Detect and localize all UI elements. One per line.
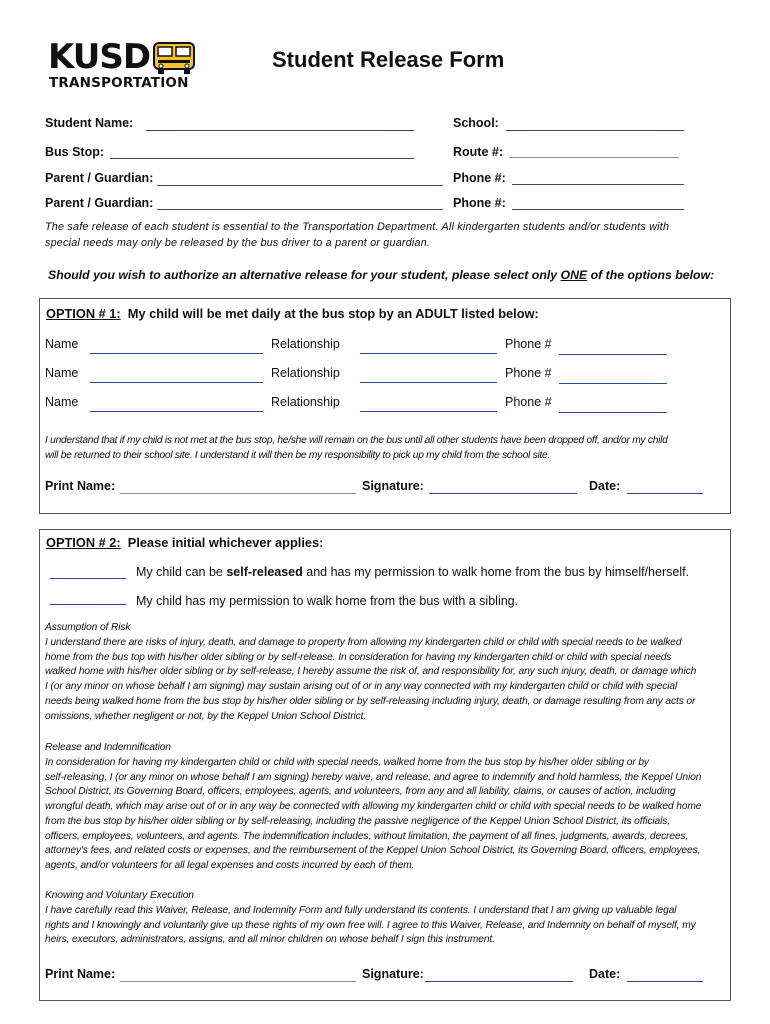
bus-stop-label: Bus Stop: [45, 145, 105, 159]
adult-1-relationship-field[interactable] [360, 353, 497, 354]
adult-1-name-field[interactable] [90, 353, 263, 354]
option-2-print-name-label: Print Name: [45, 967, 116, 981]
option-1-date-field[interactable] [627, 493, 703, 494]
option-1-statement-1: I understand that if my child is not met at the bus stop, he/she will remain on the bus until all other students have been dropped off, and/or my child [45, 435, 668, 446]
phone-label: Phone # [505, 337, 552, 351]
sibling-option: My child has my permission to walk home from the bus with a sibling. [136, 594, 519, 608]
choice-1-pre: My child can be [136, 565, 227, 579]
phone2-field[interactable] [512, 209, 684, 210]
option-1-label: OPTION # 1: [46, 306, 121, 321]
release-line: attorney's fees, and related costs or expenses, and the reimbursement of the Keppel Union School District, its Governing Board, officers, employees, [45, 845, 701, 857]
assumption-line: omissions, whether negligent or not, by the Keppel Union School District. [45, 710, 367, 722]
knowing-line: I have carefully read this Waiver, Release, and Indemnity Form and fully understand its contents. I understand that I am giving up valuable legal [45, 905, 677, 916]
knowing-heading: Knowing and Voluntary Execution [45, 890, 194, 901]
route-label: Route #: [453, 145, 503, 159]
adult-3-phone-field[interactable] [559, 412, 667, 413]
release-line: wrongful death, which may arise out of or in any way be connected with allowing my kindergarten child or child with special needs to be walked home [45, 801, 702, 813]
assumption-heading: Assumption of Risk [45, 622, 131, 633]
adult-2-phone-field[interactable] [559, 383, 667, 384]
option-1-print-name-label: Print Name: [45, 479, 116, 493]
adult-2-relationship-field[interactable] [360, 382, 497, 383]
release-heading: Release and Indemnification [45, 742, 171, 753]
option-2-date-field[interactable] [627, 981, 703, 982]
sibling-initial-field[interactable] [50, 604, 126, 605]
phone2-label: Phone #: [453, 196, 506, 210]
relationship-label: Relationship [271, 395, 340, 409]
parent2-label: Parent / Guardian: [45, 196, 154, 210]
assumption-line: walked home with his/her older sibling or by self-release, I hereby assume the risk of, and responsibility for, any such injury, death, or damage which [45, 666, 697, 678]
knowing-line: heirs, executors, administrators, assigns, and all minor children on whose behalf I sign this instrument. [45, 934, 495, 946]
school-field[interactable] [506, 130, 684, 131]
release-line: agents, and/or volunteers for all legal expenses and costs incurred by each of them. [45, 859, 415, 871]
name-label: Name [45, 366, 79, 380]
school-bus-icon [152, 41, 196, 75]
student-name-label: Student Name: [45, 116, 134, 130]
knowing-paragraph [45, 904, 735, 948]
name-label: Name [45, 395, 79, 409]
option-2-date-label: Date: [589, 967, 621, 981]
option-1-text: My child will be met daily at the bus stop by an ADULT listed below: [120, 306, 539, 321]
adult-3-name-field[interactable] [90, 411, 263, 412]
adult-1-phone-field[interactable] [559, 354, 667, 355]
assumption-line: I (or any minor on whose behalf I am signing) may sustain arising out of or in any way connected with my kindergarten child or child with special [45, 681, 678, 693]
school-label: School: [453, 116, 499, 130]
adult-3-relationship-field[interactable] [360, 411, 497, 412]
option-1-signature-field[interactable] [429, 493, 577, 494]
assumption-line: needs being walked home from the bus stop by his/her older sibling or by self-releasing including injury, death, or damage resulting from any acts or [45, 695, 696, 707]
option-2-heading [46, 535, 323, 550]
relationship-label: Relationship [271, 337, 340, 351]
logo-word: KUSD [48, 37, 151, 77]
phone1-label: Phone #: [453, 171, 506, 185]
option-2-print-name-field[interactable] [120, 981, 356, 982]
release-line: officers, employees, volunteers, and agents. The indemnification includes, without limitation, the payment of all fines, judgments, awards, decrees, [45, 830, 689, 842]
authorize-instruction [48, 268, 714, 282]
phone-label: Phone # [505, 366, 552, 380]
parent1-field[interactable] [157, 185, 443, 186]
parent1-label: Parent / Guardian: [45, 171, 154, 185]
release-line: from the bus stop by his/her older sibling or by self-releasing, including the passive negligence of the Keppel Union School District, its officials, [45, 815, 670, 827]
authorize-text-pre: Should you wish to authorize an alternative release for your student, please select only [48, 268, 561, 282]
phone-label: Phone # [505, 395, 552, 409]
option-2-text: Please initial whichever applies: [120, 535, 324, 550]
option-2-label: OPTION # 2: [46, 535, 121, 550]
name-label: Name [45, 337, 79, 351]
assumption-line: I understand there are risks of injury, death, and damage to property from allowing my kindergarten child or child with special needs to be walked [45, 637, 682, 648]
phone1-field[interactable] [512, 184, 684, 185]
release-line: self-releasing, I (or any minor on whose behalf I am signing) hereby waive, and release, and agree to indemnify and hold harmless, the Keppel Union [45, 771, 702, 783]
student-name-field[interactable] [146, 130, 414, 131]
adult-2-name-field[interactable] [90, 382, 263, 383]
self-release-option [136, 565, 689, 579]
choice-1-post: and has my permission to walk home from the bus by himself/herself. [302, 565, 690, 579]
route-field[interactable] [509, 157, 679, 158]
release-paragraph [45, 756, 735, 874]
option-2-signature-field[interactable] [425, 981, 573, 982]
bus-stop-field[interactable] [110, 158, 414, 159]
release-line: In consideration for having my kindergarten child or child with special needs, walked home from the bus stop by his/her older sibling or by [45, 757, 649, 768]
option-1-signature-label: Signature: [362, 479, 424, 493]
option-1-date-label: Date: [589, 479, 621, 493]
authorize-emphasis: ONE [560, 268, 588, 282]
knowing-line: rights and I knowingly and voluntarily give up these rights of my own free will. I agree to this Waiver, Release, and Indemnity on behalf of myself, my [45, 919, 696, 931]
page-title: Student Release Form [272, 47, 505, 72]
option-1-statement-2: will be returned to their school site. I understand it will then be my responsibility to pick up my child from the school site. [45, 450, 551, 461]
relationship-label: Relationship [271, 366, 340, 380]
option-1-heading [46, 306, 539, 321]
choice-1-bold: self-released [226, 565, 303, 579]
authorize-text-post: of the options below: [587, 268, 715, 282]
option-1-print-name-field[interactable] [120, 493, 356, 494]
assumption-line: home from the bus top with his/her older sibling or by self-release. In consideration for having my kindergarten child or child with special needs [45, 651, 672, 663]
release-line: School District, its Governing Board, officers, employees, agents, and volunteers, from any and all liability, claims, or causes of action, including [45, 786, 676, 798]
intro-line-2: special needs may only be released by the bus driver to a parent or guardian. [45, 237, 431, 249]
self-release-initial-field[interactable] [50, 578, 126, 579]
logo-subtitle: TRANSPORTATION [49, 75, 189, 91]
kusd-logo [48, 37, 198, 95]
assumption-paragraph [45, 636, 735, 724]
parent2-field[interactable] [157, 209, 443, 210]
option-2-signature-label: Signature: [362, 967, 424, 981]
intro-line-1: The safe release of each student is essential to the Transportation Department. All kindergarten students and/or students with [45, 221, 670, 233]
